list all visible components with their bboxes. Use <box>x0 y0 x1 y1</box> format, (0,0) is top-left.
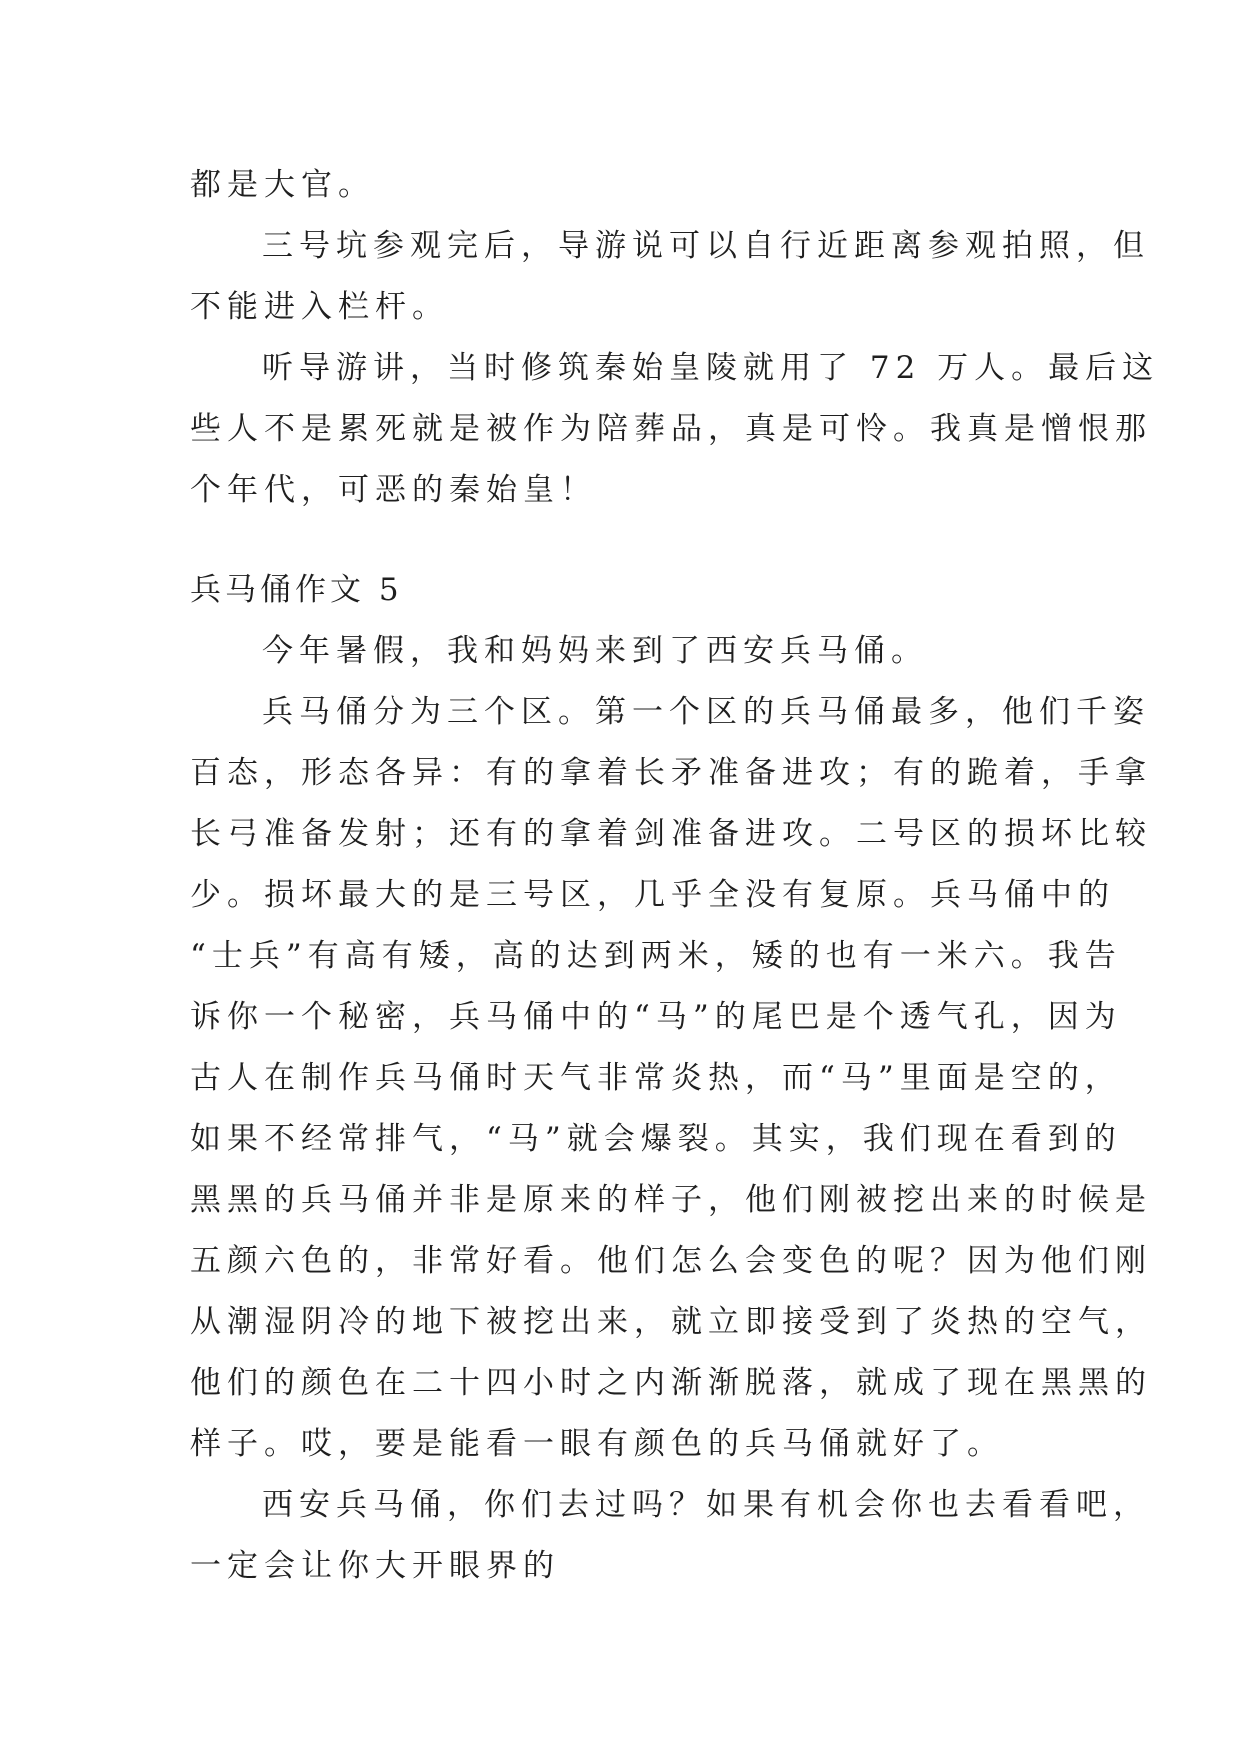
text-line: 五颜六色的，非常好看。他们怎么会变色的呢？因为他们刚 <box>190 1243 1152 1279</box>
text-line: 百态，形态各异：有的拿着长矛准备进攻；有的跪着，手拿 <box>190 755 1152 791</box>
text-line: 从潮湿阴冷的地下被挖出来，就立即接受到了炎热的空气， <box>190 1304 1152 1340</box>
essay-title: 兵马俑作文 5 <box>190 572 403 608</box>
text-line: 都是大官。 <box>190 167 375 203</box>
text-line: 一定会让你大开眼界的 <box>190 1548 560 1584</box>
text-line: 如果不经常排气，“马”就会爆裂。其实，我们现在看到的 <box>190 1121 1122 1157</box>
essay <box>190 560 1152 1597</box>
text-line: 西安兵马俑，你们去过吗？如果有机会你也去看看吧， <box>262 1487 1150 1523</box>
previous-essay-ending <box>190 155 1160 521</box>
text-line: 今年暑假，我和妈妈来到了西安兵马俑。 <box>262 633 928 669</box>
text-line: 兵马俑分为三个区。第一个区的兵马俑最多，他们千姿 <box>262 694 1150 730</box>
text-line: 诉你一个秘密，兵马俑中的“马”的尾巴是个透气孔，因为 <box>190 999 1122 1035</box>
text-line: 黑黑的兵马俑并非是原来的样子，他们刚被挖出来的时候是 <box>190 1182 1152 1218</box>
text-line: 古人在制作兵马俑时天气非常炎热，而“马”里面是空的， <box>190 1060 1122 1096</box>
text-line: 个年代，可恶的秦始皇！ <box>190 472 597 508</box>
text-line: 少。损坏最大的是三号区，几乎全没有复原。兵马俑中的 <box>190 877 1115 913</box>
text-line: “士兵”有高有矮，高的达到两米，矮的也有一米六。我告 <box>190 938 1122 974</box>
text-line: 他们的颜色在二十四小时之内渐渐脱落，就成了现在黑黑的 <box>190 1365 1152 1401</box>
text-line: 不能进入栏杆。 <box>190 289 449 325</box>
text-line: 三号坑参观完后，导游说可以自行近距离参观拍照，但 <box>262 228 1150 264</box>
text-line: 样子。哎，要是能看一眼有颜色的兵马俑就好了。 <box>190 1426 1004 1462</box>
text-line: 些人不是累死就是被作为陪葬品，真是可怜。我真是憎恨那 <box>190 411 1152 447</box>
text-line: 听导游讲，当时修筑秦始皇陵就用了 72 万人。最后这 <box>262 350 1160 386</box>
text-line: 长弓准备发射；还有的拿着剑准备进攻。二号区的损坏比较 <box>190 816 1152 852</box>
